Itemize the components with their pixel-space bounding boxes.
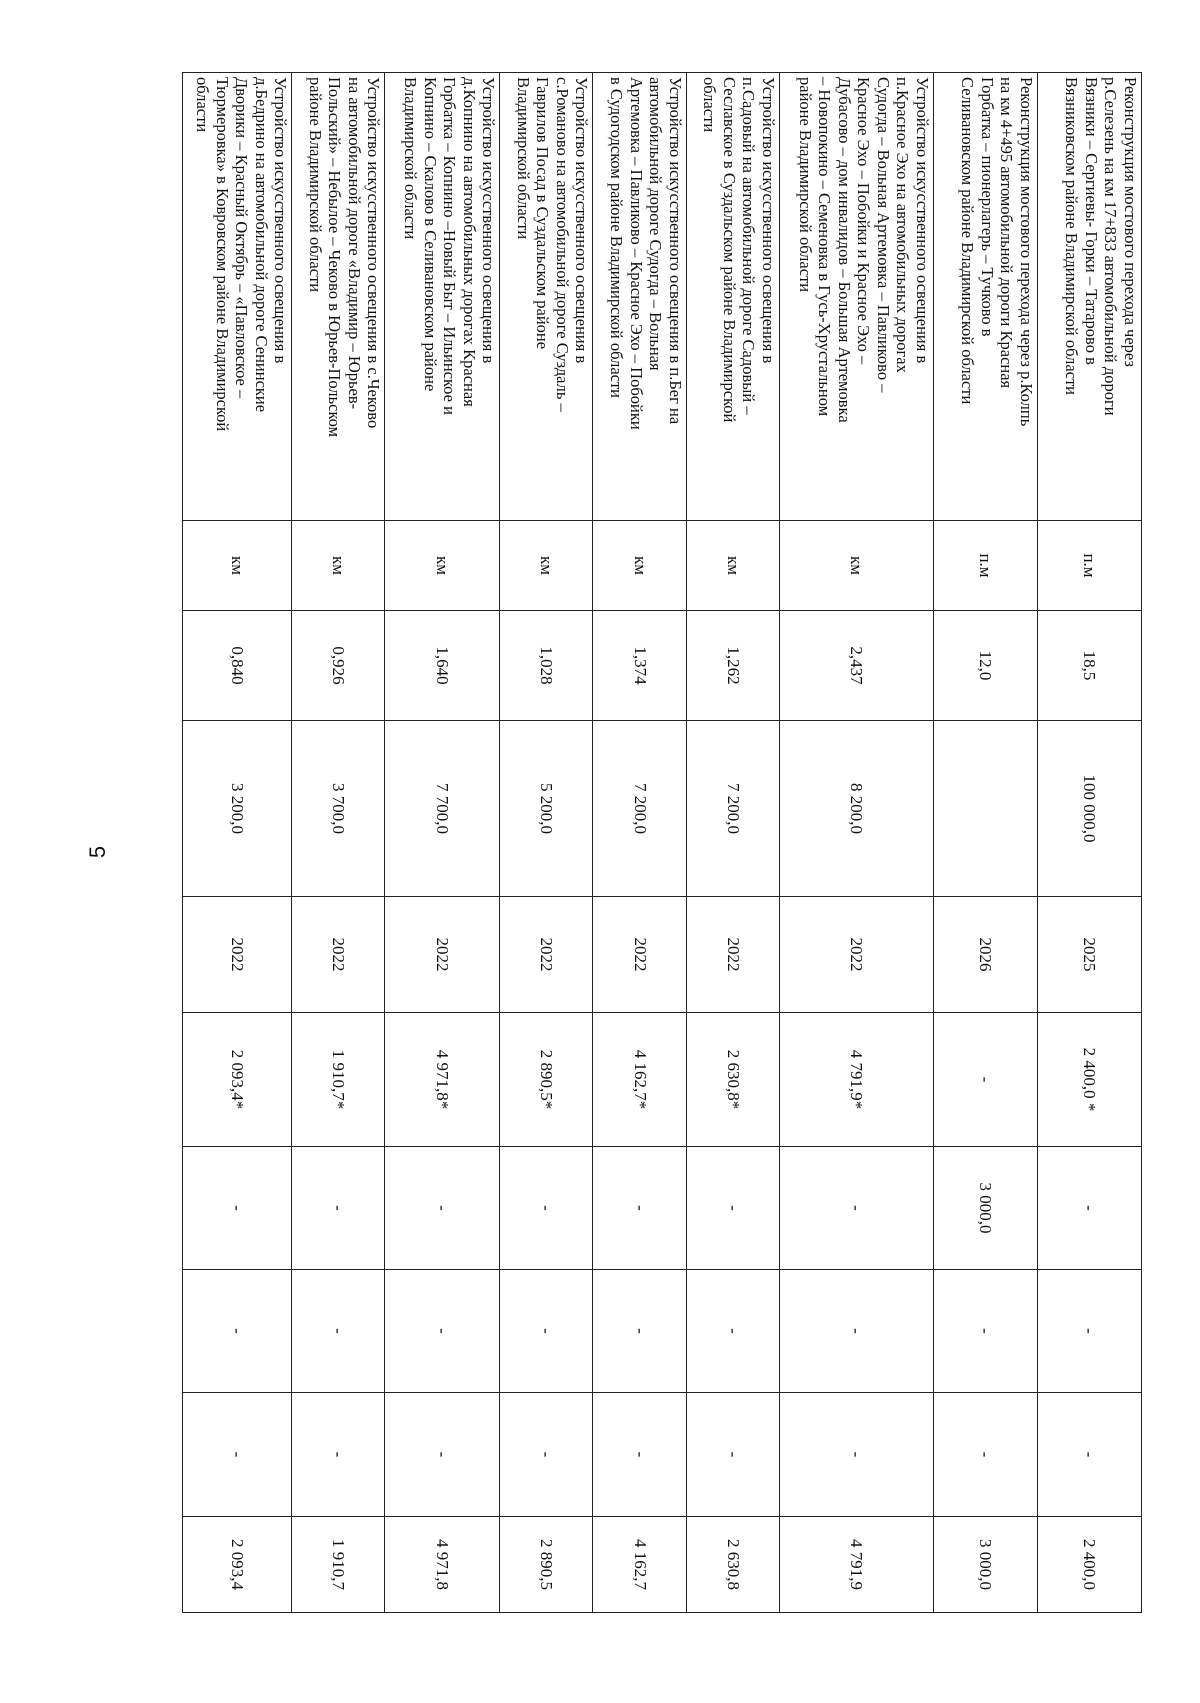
amount-cell: 1 910,7* bbox=[292, 1013, 385, 1147]
description-line: в Судогодском районе Владимирской области bbox=[607, 77, 627, 399]
quantity-cell: 1,640 bbox=[385, 611, 500, 721]
table-row bbox=[933, 73, 1037, 1613]
description-line: Вязниковском районе Владимирской области bbox=[1062, 77, 1082, 396]
program-table bbox=[182, 72, 1142, 1613]
amount-cell: - bbox=[500, 1393, 593, 1517]
description-line: Вязники – Сергиевы- Горки – Татарово в bbox=[1082, 77, 1101, 365]
amount-cell: - bbox=[183, 1147, 292, 1270]
description-line: р.Селезень на км 17+833 автомобильной дороги bbox=[1101, 77, 1121, 416]
amount-cell: 4 971,8* bbox=[385, 1013, 500, 1147]
description-line: д.Копнино на автомобильных дорогах Красная bbox=[459, 77, 479, 407]
amount-cell: - bbox=[686, 1147, 779, 1270]
description-line: – Новопокино – Семеновка в Гусь-Хрустальном bbox=[815, 77, 835, 417]
amount-cell: - bbox=[183, 1393, 292, 1517]
description-line: Тюрмеровка» в Ковровском районе Владимирской bbox=[212, 77, 232, 432]
amount-cell: 2 630,8* bbox=[686, 1013, 779, 1147]
description-line: районе Владимирской области bbox=[795, 77, 815, 293]
quantity-cell: 1,028 bbox=[500, 611, 593, 721]
amount-cell: - bbox=[292, 1147, 385, 1270]
description-line: на автомобильной дороге «Владимир – Юрьев- bbox=[344, 77, 364, 410]
unit-cell: км bbox=[183, 521, 292, 611]
amount-cell: 2 890,5* bbox=[500, 1013, 593, 1147]
amount-cell: 4 162,7* bbox=[593, 1013, 686, 1147]
description-line: Реконструкция мостового перехода через bbox=[1121, 77, 1140, 367]
year-cell: 2022 bbox=[779, 897, 933, 1013]
table-row bbox=[593, 73, 686, 1613]
description-line: Судогда – Вольная Артемовка – Павликово – bbox=[873, 77, 893, 393]
row-description bbox=[385, 73, 500, 521]
total-cell: 1 910,7 bbox=[292, 1517, 385, 1613]
description-line: районе Владимирской области bbox=[305, 77, 325, 293]
amount-cell: - bbox=[593, 1270, 686, 1393]
amount-cell: - bbox=[933, 1393, 1037, 1517]
cost-cell: 3 200,0 bbox=[183, 721, 292, 897]
description-line: Польский» – Небылое – Чеково в Юрьев-Польском bbox=[325, 77, 345, 438]
description-line: Гаврилов Посад в Суздальском районе bbox=[533, 77, 553, 350]
table-row bbox=[500, 73, 593, 1613]
year-cell: 2022 bbox=[385, 897, 500, 1013]
cost-cell: 7 200,0 bbox=[686, 721, 779, 897]
total-cell: 2 400,0 bbox=[1037, 1517, 1141, 1613]
cost-cell: 3 700,0 bbox=[292, 721, 385, 897]
table-row bbox=[292, 73, 385, 1613]
row-description bbox=[686, 73, 779, 521]
amount-cell: - bbox=[593, 1147, 686, 1270]
amount-cell: 3 000,0 bbox=[933, 1147, 1037, 1270]
table-row bbox=[1037, 73, 1141, 1613]
amount-cell: - bbox=[779, 1270, 933, 1393]
amount-cell: 4 791,9* bbox=[779, 1013, 933, 1147]
total-cell: 2 093,4 bbox=[183, 1517, 292, 1613]
quantity-cell: 2,437 bbox=[779, 611, 933, 721]
description-line: Реконструкция мостового перехода через р.Колпь bbox=[1016, 77, 1036, 427]
description-line: Устройство искусственного освещения в п.Бег на bbox=[665, 77, 685, 425]
unit-cell: км bbox=[593, 521, 686, 611]
description-line: области bbox=[193, 77, 213, 133]
description-line: Красное Эхо – Побойки и Красное Эхо – bbox=[854, 77, 874, 365]
description-line: Устройство искусственного освещения в bbox=[271, 77, 291, 364]
amount-cell: - bbox=[593, 1393, 686, 1517]
cost-cell: 100 000,0 bbox=[1037, 721, 1141, 897]
year-cell: 2022 bbox=[292, 897, 385, 1013]
cost-cell: 8 200,0 bbox=[779, 721, 933, 897]
cost-cell: 5 200,0 bbox=[500, 721, 593, 897]
unit-cell: км bbox=[779, 521, 933, 611]
description-line: д.Бедрино на автомобильной дороге Сенинские bbox=[251, 77, 271, 413]
table-row bbox=[779, 73, 933, 1613]
row-description bbox=[183, 73, 292, 521]
description-line: Устройство искусственного освещения в bbox=[758, 77, 778, 364]
quantity-cell: 12,0 bbox=[933, 611, 1037, 721]
year-cell: 2022 bbox=[183, 897, 292, 1013]
quantity-cell: 18,5 bbox=[1037, 611, 1141, 721]
description-line: п.Красное Эхо на автомобильных дорогах bbox=[893, 77, 913, 373]
unit-cell: км bbox=[292, 521, 385, 611]
amount-cell: - bbox=[500, 1270, 593, 1393]
amount-cell: - bbox=[779, 1147, 933, 1270]
description-line: с.Романово на автомобильной дороге Суздаль – bbox=[552, 77, 572, 412]
amount-cell: - bbox=[1037, 1270, 1141, 1393]
description-line: Владимирской области bbox=[401, 77, 421, 240]
table-row bbox=[385, 73, 500, 1613]
amount-cell: - bbox=[686, 1393, 779, 1517]
description-line: Устройство искусственного освещения в bbox=[912, 77, 932, 364]
amount-cell: - bbox=[1037, 1147, 1141, 1270]
amount-cell: 2 093,4* bbox=[183, 1013, 292, 1147]
description-line: Устройство искусственного освещения в bbox=[479, 77, 499, 364]
year-cell: 2025 bbox=[1037, 897, 1141, 1013]
amount-cell: - bbox=[385, 1393, 500, 1517]
year-cell: 2022 bbox=[686, 897, 779, 1013]
unit-cell: км bbox=[500, 521, 593, 611]
description-line: Устройство искусственного освещения в с.Чеково bbox=[364, 77, 384, 429]
cost-cell: 7 700,0 bbox=[385, 721, 500, 897]
amount-cell: - bbox=[933, 1013, 1037, 1147]
description-line: Горбатка – пионерлагерь – Тучково в bbox=[977, 77, 997, 337]
cost-cell: 7 200,0 bbox=[593, 721, 686, 897]
table-row bbox=[183, 73, 292, 1613]
row-description bbox=[292, 73, 385, 521]
amount-cell: - bbox=[686, 1270, 779, 1393]
total-cell: 2 630,8 bbox=[686, 1517, 779, 1613]
amount-cell: - bbox=[292, 1393, 385, 1517]
amount-cell: - bbox=[933, 1270, 1037, 1393]
description-line: Горбатка – Копнино –Новый Быт – Ильинское и bbox=[440, 77, 460, 415]
rotated-table-container bbox=[182, 72, 1142, 1612]
amount-cell: - bbox=[292, 1270, 385, 1393]
unit-cell: п.м bbox=[1037, 521, 1141, 611]
total-cell: 4 162,7 bbox=[593, 1517, 686, 1613]
row-description bbox=[1037, 73, 1141, 521]
year-cell: 2022 bbox=[500, 897, 593, 1013]
table-row bbox=[686, 73, 779, 1613]
year-cell: 2022 bbox=[593, 897, 686, 1013]
unit-cell: км bbox=[686, 521, 779, 611]
amount-cell: - bbox=[385, 1147, 500, 1270]
row-description bbox=[779, 73, 933, 521]
total-cell: 4 791,9 bbox=[779, 1517, 933, 1613]
quantity-cell: 0,926 bbox=[292, 611, 385, 721]
description-line: Копнино – Скалово в Селивановском районе bbox=[420, 77, 440, 392]
amount-cell: - bbox=[779, 1393, 933, 1517]
row-description bbox=[933, 73, 1037, 521]
amount-cell: - bbox=[500, 1147, 593, 1270]
year-cell: 2026 bbox=[933, 897, 1037, 1013]
description-line: на км 4+495 автомобильной дороги Красная bbox=[997, 77, 1017, 389]
row-description bbox=[500, 73, 593, 521]
cost-cell bbox=[933, 721, 1037, 897]
unit-cell: п.м bbox=[933, 521, 1037, 611]
amount-cell: - bbox=[183, 1270, 292, 1393]
page-number: 5 bbox=[85, 845, 110, 859]
quantity-cell: 1,374 bbox=[593, 611, 686, 721]
description-line: Селивановском районе Владимирской области bbox=[958, 77, 978, 405]
description-line: п.Садовый на автомобильной дороге Садовый – bbox=[739, 77, 759, 415]
total-cell: 4 971,8 bbox=[385, 1517, 500, 1613]
quantity-cell: 1,262 bbox=[686, 611, 779, 721]
description-line: Дубасово – дом инвалидов – Большая Артемовка bbox=[834, 77, 854, 423]
description-line: автомобильной дороге Судогда – Вольная bbox=[646, 77, 666, 371]
total-cell: 3 000,0 bbox=[933, 1517, 1037, 1613]
amount-cell: 2 400,0 * bbox=[1037, 1013, 1141, 1147]
amount-cell: - bbox=[1037, 1393, 1141, 1517]
description-line: Владимирской области bbox=[513, 77, 533, 240]
description-line: Сеславское в Суздальском районе Владимирской bbox=[719, 77, 739, 423]
unit-cell: км bbox=[385, 521, 500, 611]
description-line: Дворики – Красный Октябрь – «Павловское – bbox=[232, 77, 252, 399]
description-line: Устройство искусственного освещения в bbox=[572, 77, 592, 364]
description-line: области bbox=[700, 77, 720, 133]
row-description bbox=[593, 73, 686, 521]
table-body bbox=[183, 73, 1142, 1613]
amount-cell: - bbox=[385, 1270, 500, 1393]
quantity-cell: 0,840 bbox=[183, 611, 292, 721]
total-cell: 2 890,5 bbox=[500, 1517, 593, 1613]
description-line: Артемовка – Павликово – Красное Эхо – Побойки bbox=[626, 77, 646, 430]
